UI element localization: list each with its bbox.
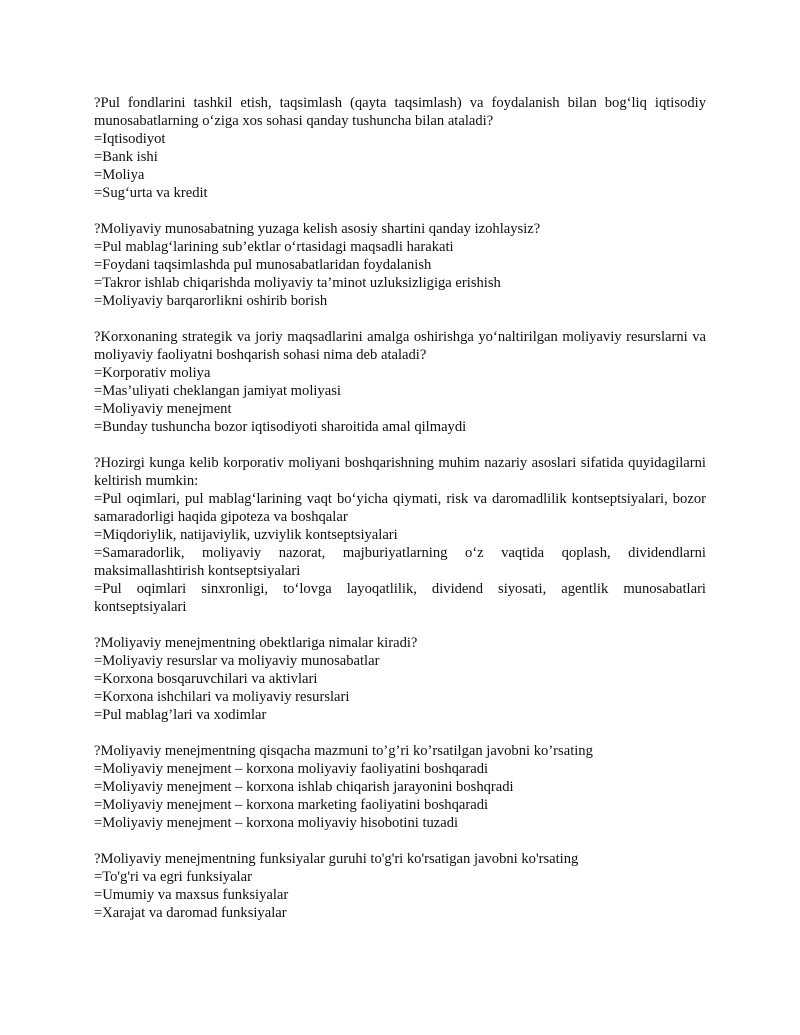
question-block xyxy=(94,850,706,922)
answer-option: =Moliya xyxy=(94,167,145,183)
question-block xyxy=(94,634,706,724)
answer-option: =Mas’uliyati cheklangan jamiyat moliyasi xyxy=(94,383,341,399)
answer-option: =Moliyaviy menejment – korxona marketing faoliyatini boshqaradi xyxy=(94,797,489,813)
answer-option: =Pul oqimlari sinxronligi, to‘lovga layoqatlilik, dividend siyosati, agentlik munosabatlari kontseptsiyalari xyxy=(94,581,706,615)
answer-option: =Pul oqimlari, pul mablag‘larining vaqt bo‘yicha qiymati, risk va daromadlilik kontseptsiyalari, bozor samaradorligi haqida gipoteza va boshqalar xyxy=(94,491,706,525)
answer-option: =Iqtisodiyot xyxy=(94,131,166,147)
answer-option: =Bunday tushuncha bozor iqtisodiyoti sharoitida amal qilmaydi xyxy=(94,419,467,435)
answer-option: =Moliyaviy resurslar va moliyaviy munosabatlar xyxy=(94,653,380,669)
answer-option: =Bank ishi xyxy=(94,149,158,165)
question-block xyxy=(94,328,706,436)
answer-option: =Pul mablag‘larining sub’ektlar o‘rtasidagi maqsadli harakati xyxy=(94,239,454,255)
question-text: ?Moliyaviy menejmentning obektlariga nimalar kiradi? xyxy=(94,635,418,651)
answer-option: =Xarajat va daromad funksiyalar xyxy=(94,905,287,921)
question-block xyxy=(94,220,706,310)
answer-option: =Korxona bosqaruvchilari va aktivlari xyxy=(94,671,318,687)
question-block xyxy=(94,742,706,832)
answer-option: =Sug‘urta va kredit xyxy=(94,185,208,201)
question-text: ?Moliyaviy munosabatning yuzaga kelish asosiy shartini qanday izohlaysiz? xyxy=(94,221,541,237)
answer-option: =Korxona ishchilari va moliyaviy resurslari xyxy=(94,689,350,705)
document-page xyxy=(94,94,706,940)
question-text: ?Hozirgi kunga kelib korporativ moliyani boshqarishning muhim nazariy asoslari sifatida quyidagilarni keltirish mumkin: xyxy=(94,455,706,489)
answer-option: =Takror ishlab chiqarishda moliyaviy ta’minot uzluksizligiga erishish xyxy=(94,275,501,291)
answer-option: =Miqdoriylik, natijaviylik, uzviylik kontseptsiyalari xyxy=(94,527,398,543)
answer-option: =Moliyaviy menejment – korxona ishlab chiqarish jarayonini boshqradi xyxy=(94,779,514,795)
question-text: ?Moliyaviy menejmentning funksiyalar guruhi to'g'ri ko'rsatigan javobni ko'rsating xyxy=(94,851,579,867)
answer-option: =Moliyaviy menejment – korxona moliyaviy faoliyatini boshqaradi xyxy=(94,761,489,777)
answer-option: =Moliyaviy menejment – korxona moliyaviy hisobotini tuzadi xyxy=(94,815,459,831)
question-block xyxy=(94,94,706,202)
answer-option: =Moliyaviy menejment xyxy=(94,401,232,417)
question-text: ?Korxonaning strategik va joriy maqsadlarini amalga oshirishga yo‘naltirilgan moliyaviy resurslarni va moliyaviy faoliyatni boshqarish sohasi nima deb ataladi? xyxy=(94,329,706,363)
answer-option: =Moliyaviy barqarorlikni oshirib borish xyxy=(94,293,328,309)
answer-option: =Samaradorlik, moliyaviy nazorat, majburiyatlarning o‘z vaqtida qoplash, dividendlarni maksimallashtirish kontseptsiyalari xyxy=(94,545,706,579)
answer-option: =Pul mablag’lari va xodimlar xyxy=(94,707,267,723)
question-text: ?Moliyaviy menejmentning qisqacha mazmuni to’g’ri ko’rsatilgan javobni ko’rsating xyxy=(94,743,593,759)
answer-option: =To'g'ri va egri funksiyalar xyxy=(94,869,252,885)
question-text: ?Pul fondlarini tashkil etish, taqsimlash (qayta taqsimlash) va foydalanish bilan bog‘liq iqtisodiy munosabatlarning o‘ziga xos sohasi qanday tushuncha bilan ataladi? xyxy=(94,95,706,129)
question-block xyxy=(94,454,706,616)
answer-option: =Korporativ moliya xyxy=(94,365,211,381)
answer-option: =Foydani taqsimlashda pul munosabatlaridan foydalanish xyxy=(94,257,432,273)
answer-option: =Umumiy va maxsus funksiyalar xyxy=(94,887,289,903)
